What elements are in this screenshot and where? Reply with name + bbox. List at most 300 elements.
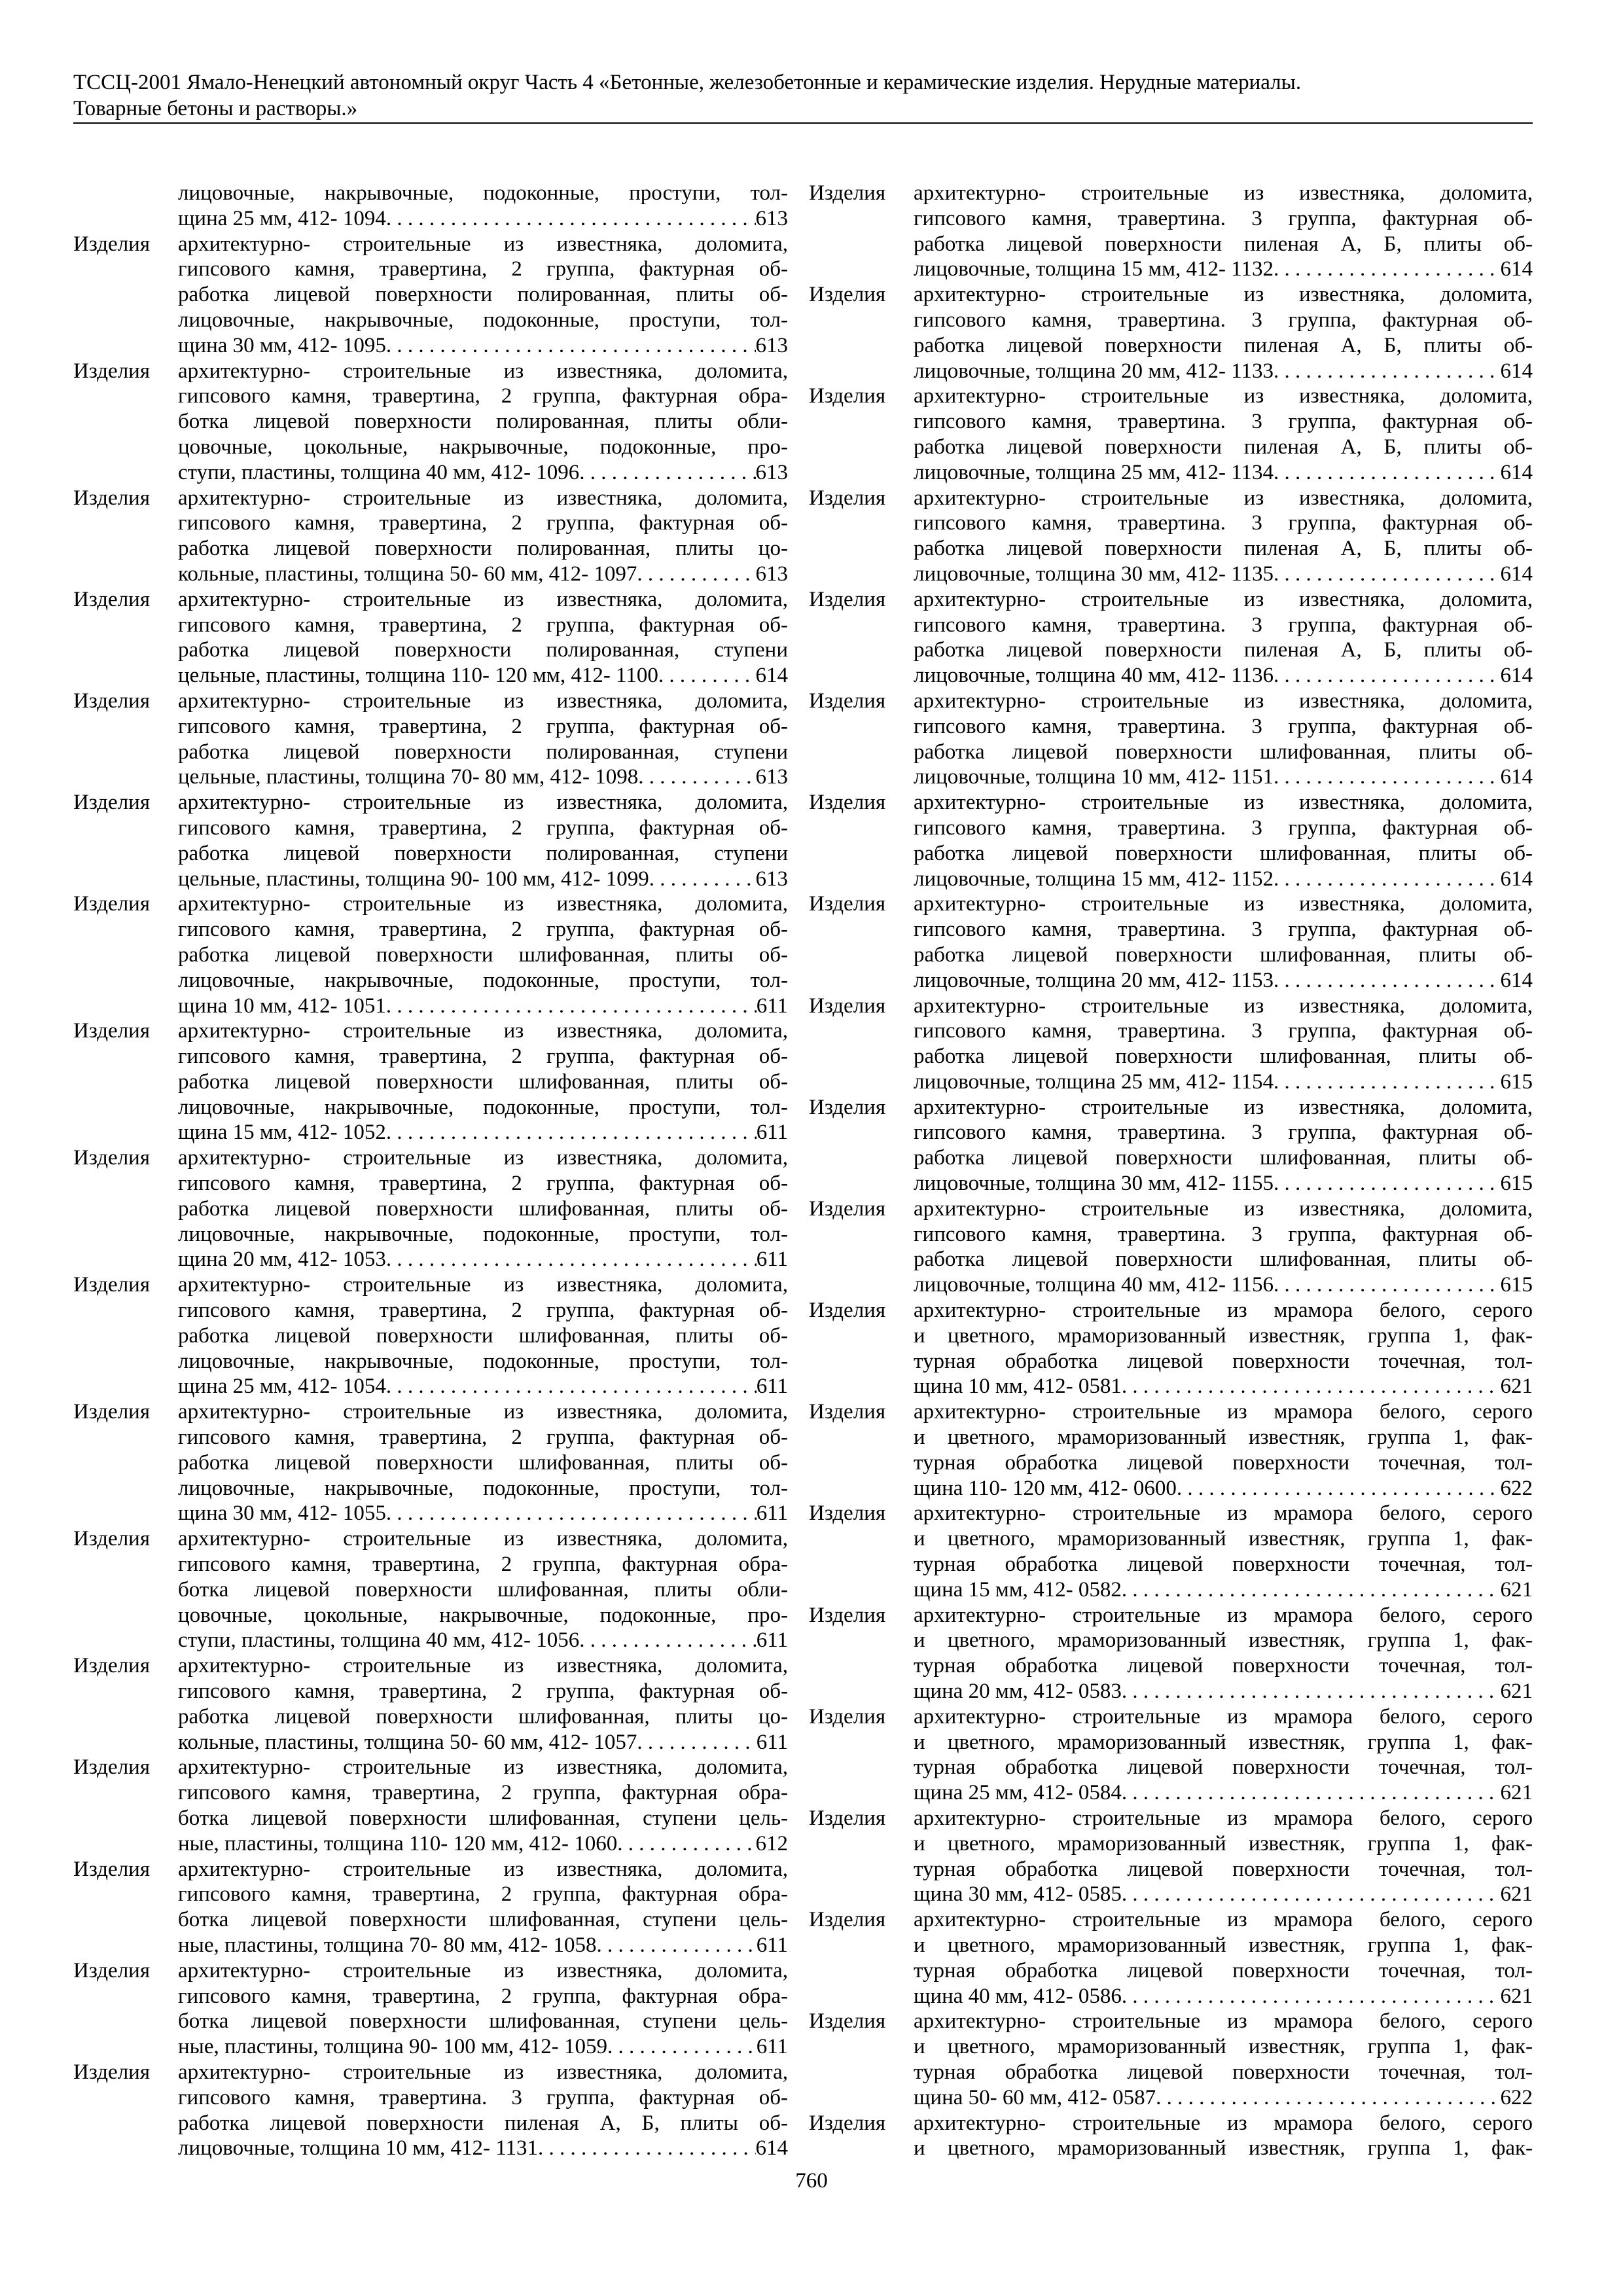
- entry-description: [178, 1399, 788, 1526]
- dot-leader: [1274, 359, 1500, 384]
- entry-page-ref: 611: [756, 1501, 788, 1526]
- entry-line: лицовочные, накрывочные, подоконные, проступи, тол-: [178, 968, 788, 992]
- entry-page-ref: 615: [1500, 1069, 1533, 1094]
- entry-page-ref: 614: [1500, 359, 1533, 383]
- entry-page-ref: 613: [755, 867, 788, 891]
- entry-keyword: Изделия: [73, 791, 151, 815]
- entry-line: турная обработка лицевой поверхности точечная, тол-: [914, 1958, 1533, 1982]
- entry-keyword: Изделия: [809, 384, 886, 408]
- dot-leader: [386, 1247, 757, 1272]
- entry-page-ref: 614: [1500, 867, 1533, 891]
- entry-description: [178, 1145, 788, 1272]
- entry-last-line: [178, 1831, 788, 1857]
- entry-description: [914, 1399, 1533, 1501]
- entry-last-line: [914, 663, 1533, 689]
- index-entry: [809, 1501, 1533, 1602]
- entry-line: гипсового камня, травертина. 3 группа, фактурная об-: [914, 206, 1533, 230]
- entry-line: архитектурно- строительные из известняка, доломита,: [914, 587, 1533, 611]
- entry-description: [914, 891, 1533, 993]
- entry-line: турная обработка лицевой поверхности точечная, тол-: [914, 1755, 1533, 1780]
- entry-page-ref: 612: [755, 1831, 788, 1856]
- entry-keyword: Изделия: [73, 1019, 151, 1043]
- entry-keyword: Изделия: [73, 359, 151, 383]
- entry-code: лицовочные, толщина 15 мм, 412- 1152: [914, 867, 1274, 891]
- dot-leader: [386, 206, 756, 232]
- entry-keyword: Изделия: [73, 486, 151, 510]
- entry-line: ботка лицевой поверхности полированная, плиты обли-: [178, 410, 788, 434]
- entry-page-ref: 622: [1500, 2085, 1533, 2109]
- entry-last-line: [914, 1577, 1533, 1603]
- entry-description: [914, 1196, 1533, 1298]
- dot-leader: [1274, 968, 1500, 994]
- entry-line: и цветного, мраморизованный известняк, группа 1, фак-: [914, 1527, 1533, 1551]
- dot-leader: [1274, 1069, 1500, 1095]
- entry-last-line: [914, 1984, 1533, 2009]
- entry-description: [914, 486, 1533, 587]
- entry-line: гипсового камня, травертина. 3 группа, фактурная об-: [914, 816, 1533, 840]
- entry-description: [178, 689, 788, 790]
- entry-line: гипсового камня, травертина, 2 группа, фактурная об-: [178, 1679, 788, 1704]
- entry-keyword: Изделия: [809, 283, 886, 307]
- entry-line: турная обработка лицевой поверхности точечная, тол-: [914, 1552, 1533, 1577]
- entry-last-line: [914, 1679, 1533, 1704]
- entry-line: архитектурно- строительные из известняка, доломита,: [178, 587, 788, 611]
- entry-line: гипсового камня, травертина. 3 группа, фактурная об-: [914, 613, 1533, 637]
- entry-line: архитектурно- строительные из известняка, доломита,: [178, 1654, 788, 1678]
- entry-line: и цветного, мраморизованный известняк, группа 1, фак-: [914, 1730, 1533, 1754]
- entry-code: щина 50- 60 мм, 412- 0587: [914, 2085, 1156, 2109]
- entry-line: архитектурно- строительные из известняка, доломита,: [178, 1958, 788, 1982]
- entry-line: гипсового камня, травертина, 2 группа, фактурная обра-: [178, 1552, 788, 1577]
- entry-page-ref: 614: [1500, 257, 1533, 281]
- entry-description: [178, 1653, 788, 1755]
- index-entry: [73, 1399, 788, 1526]
- entry-description: [914, 1298, 1533, 1399]
- entry-description: [178, 1272, 788, 1399]
- index-entry: [809, 2009, 1533, 2110]
- index-entry: [809, 689, 1533, 790]
- dot-leader: [1274, 764, 1500, 790]
- entry-last-line: [914, 1882, 1533, 1907]
- entry-code: щина 25 мм, 412- 1094: [178, 206, 386, 230]
- entry-line: работка лицевой поверхности пиленая А, Б, плиты об-: [914, 333, 1533, 357]
- entry-code: щина 20 мм, 412- 1053: [178, 1247, 386, 1272]
- entry-code: лицовочные, толщина 10 мм, 412- 1151: [914, 765, 1274, 789]
- entry-last-line: [914, 359, 1533, 384]
- entry-page-ref: 614: [1500, 460, 1533, 484]
- dot-leader: [1156, 2085, 1500, 2111]
- entry-keyword: Изделия: [73, 1755, 151, 1780]
- entry-line: архитектурно- строительные из известняка, доломита,: [178, 689, 788, 713]
- index-entry: [809, 891, 1533, 993]
- entry-keyword: Изделия: [809, 486, 886, 510]
- entry-keyword: Изделия: [73, 1146, 151, 1170]
- index-entry: [809, 790, 1533, 891]
- entry-last-line: [914, 968, 1533, 994]
- index-entry: [73, 1272, 788, 1399]
- entry-keyword: Изделия: [809, 1501, 886, 1526]
- entry-line: работка лицевой поверхности полированная, плиты цо-: [178, 537, 788, 561]
- entry-last-line: [914, 1272, 1533, 1298]
- entry-description: [914, 181, 1533, 282]
- dot-leader: [386, 1120, 757, 1145]
- entry-line: работка лицевой поверхности шлифованная, плиты об-: [914, 1146, 1533, 1170]
- entry-code: щина 110- 120 мм, 412- 0600: [914, 1476, 1177, 1500]
- entry-keyword: Изделия: [73, 1273, 151, 1297]
- entry-page-ref: 614: [755, 664, 788, 688]
- entry-last-line: [178, 1247, 788, 1272]
- entry-page-ref: 611: [756, 1121, 788, 1145]
- page-header: [73, 69, 1533, 122]
- dot-leader: [386, 994, 757, 1019]
- entry-line: ботка лицевой поверхности шлифованная, ступени цель-: [178, 1806, 788, 1830]
- dot-leader: [1274, 1272, 1500, 1298]
- dot-leader: [1274, 663, 1500, 689]
- entry-keyword: Изделия: [809, 1299, 886, 1323]
- entry-description: [914, 689, 1533, 790]
- entry-last-line: [914, 1374, 1533, 1399]
- dot-leader: [1177, 1476, 1501, 1501]
- entry-description: [178, 1526, 788, 1653]
- dot-leader: [1274, 460, 1500, 486]
- entry-description: [178, 587, 788, 689]
- entry-line: гипсового камня, травертина, 2 группа, фактурная об-: [178, 511, 788, 535]
- header-title-line2: Товарные бетоны и растворы.»: [73, 97, 358, 120]
- entry-page-ref: 611: [756, 2035, 788, 2059]
- entry-line: ботка лицевой поверхности шлифованная, ступени цель-: [178, 1908, 788, 1932]
- entry-page-ref: 614: [1500, 562, 1533, 586]
- entry-description: [178, 790, 788, 891]
- dot-leader: [617, 1831, 755, 1857]
- entry-keyword: Изделия: [73, 1527, 151, 1551]
- index-entry: [73, 1857, 788, 1958]
- dot-leader: [1274, 1171, 1500, 1196]
- entry-line: архитектурно- строительные из известняка, доломита,: [178, 486, 788, 510]
- entry-last-line: [178, 460, 788, 486]
- index-entry: [809, 486, 1533, 587]
- index-entry: [73, 1653, 788, 1755]
- dot-leader: [1122, 1780, 1501, 1806]
- index-entry: [809, 587, 1533, 689]
- entry-last-line: [178, 764, 788, 790]
- entry-line: гипсового камня, травертина, 2 группа, фактурная об-: [178, 257, 788, 281]
- entry-line: гипсового камня, травертина. 3 группа, фактурная об-: [914, 1222, 1533, 1246]
- entry-last-line: [914, 460, 1533, 486]
- entry-code: щина 25 мм, 412- 0584: [914, 1781, 1122, 1805]
- index-entry: [809, 1806, 1533, 1907]
- dot-leader: [579, 460, 755, 486]
- index-entry: [73, 486, 788, 587]
- entry-line: работка лицевой поверхности пиленая А, Б, плиты об-: [178, 2111, 788, 2135]
- entry-line: лицовочные, накрывочные, подоконные, проступи, тол-: [178, 1349, 788, 1373]
- entry-line: архитектурно- строительные из известняка, доломита,: [914, 1095, 1533, 1119]
- entry-line: работка лицевой поверхности пиленая А, Б, плиты об-: [914, 232, 1533, 256]
- entry-keyword: Изделия: [73, 587, 151, 611]
- dot-leader: [1274, 257, 1500, 282]
- entry-code: щина 25 мм, 412- 1054: [178, 1374, 386, 1399]
- entry-line: архитектурно- строительные из известняка, доломита,: [914, 181, 1533, 205]
- dot-leader: [386, 1501, 757, 1526]
- entry-last-line: [914, 1171, 1533, 1196]
- entry-code: лицовочные, толщина 40 мм, 412- 1136: [914, 664, 1274, 688]
- entry-code: щина 10 мм, 412- 0581: [914, 1374, 1122, 1399]
- index-entry: [73, 181, 788, 232]
- entry-line: цовочные, цокольные, накрывочные, подоконные, про-: [178, 1603, 788, 1627]
- entry-keyword: Изделия: [73, 1958, 151, 1982]
- entry-last-line: [178, 994, 788, 1019]
- entry-line: архитектурно- строительные из известняка, доломита,: [914, 486, 1533, 510]
- entry-last-line: [178, 1730, 788, 1755]
- entry-line: архитектурно- строительные из известняка, доломита,: [178, 892, 788, 916]
- entry-page-ref: 621: [1500, 1781, 1533, 1805]
- entry-keyword: Изделия: [809, 2111, 886, 2135]
- entry-code: лицовочные, толщина 10 мм, 412- 1131: [178, 2136, 539, 2161]
- entry-line: архитектурно- строительные из известняка, доломита,: [178, 1527, 788, 1551]
- entry-keyword: Изделия: [809, 791, 886, 815]
- entry-line: работка лицевой поверхности полированная, плиты об-: [178, 283, 788, 307]
- entry-line: гипсового камня, травертина, 2 группа, фактурная обра-: [178, 1781, 788, 1805]
- entry-page-ref: 621: [1500, 1882, 1533, 1907]
- entry-page-ref: 614: [1500, 664, 1533, 688]
- entry-line: архитектурно- строительные из известняка, доломита,: [914, 791, 1533, 815]
- entry-line: турная обработка лицевой поверхности точечная, тол-: [914, 1857, 1533, 1881]
- entry-keyword: Изделия: [809, 1603, 886, 1627]
- index-entry: [73, 1018, 788, 1145]
- entry-line: архитектурно- строительные из известняка, доломита,: [178, 1400, 788, 1424]
- entry-page-ref: 613: [755, 206, 788, 230]
- entry-keyword: Изделия: [73, 1400, 151, 1424]
- entry-code: щина 30 мм, 412- 0585: [914, 1882, 1122, 1907]
- entry-line: гипсового камня, травертина, 2 группа, фактурная об-: [178, 816, 788, 840]
- entry-keyword: Изделия: [809, 1806, 886, 1830]
- entry-keyword: Изделия: [809, 2009, 886, 2034]
- entry-line: и цветного, мраморизованный известняк, группа 1, фак-: [914, 1831, 1533, 1856]
- entry-code: ные, пластины, толщина 110- 120 мм, 412- 1060: [178, 1831, 618, 1856]
- entry-last-line: [178, 2136, 788, 2161]
- entry-code: щина 10 мм, 412- 1051: [178, 994, 386, 1018]
- header-title-line1: ТССЦ-2001 Ямало-Ненецкий автономный округ Часть 4 «Бетонные, железобетонные и керамические изделия. Нерудные материалы.: [73, 71, 1302, 94]
- entry-keyword: Изделия: [809, 1400, 886, 1424]
- entry-line: лицовочные, накрывочные, подоконные, проступи, тол-: [178, 1095, 788, 1119]
- entry-page-ref: 621: [1500, 1577, 1533, 1602]
- entry-description: [178, 232, 788, 359]
- entry-description: [914, 1907, 1533, 2009]
- entry-last-line: [178, 333, 788, 359]
- index-entry: [73, 1526, 788, 1653]
- entry-line: гипсового камня, травертина, 2 группа, фактурная об-: [178, 1172, 788, 1196]
- entry-keyword: Изделия: [809, 994, 886, 1018]
- index-entry: [809, 994, 1533, 1095]
- dot-leader: [386, 1374, 757, 1399]
- index-entry: [809, 2111, 1533, 2162]
- entry-keyword: Изделия: [73, 1857, 151, 1881]
- entry-line: и цветного, мраморизованный известняк, группа 1, фак-: [914, 2035, 1533, 2059]
- entry-line: работка лицевой поверхности шлифованная, плиты об-: [178, 1196, 788, 1221]
- entry-page-ref: 614: [1500, 968, 1533, 992]
- entry-description: [914, 1095, 1533, 1196]
- entry-code: щина 40 мм, 412- 0586: [914, 1984, 1122, 2008]
- entry-code: лицовочные, толщина 20 мм, 412- 1133: [914, 359, 1274, 383]
- entry-code: лицовочные, толщина 20 мм, 412- 1153: [914, 968, 1274, 992]
- entry-line: гипсового камня, травертина, 2 группа, фактурная об-: [178, 613, 788, 637]
- entry-page-ref: 611: [756, 994, 788, 1018]
- entry-code: кольные, пластины, толщина 50- 60 мм, 412- 1097: [178, 562, 637, 586]
- entry-line: работка лицевой поверхности шлифованная, плиты об-: [178, 942, 788, 967]
- index-entry: [73, 790, 788, 891]
- entry-line: гипсового камня, травертина. 3 группа, фактурная об-: [914, 410, 1533, 434]
- dot-leader: [596, 1933, 756, 1958]
- dot-leader: [637, 1730, 756, 1755]
- entry-line: архитектурно- строительные из известняка, доломита,: [178, 1019, 788, 1043]
- entry-line: архитектурно- строительные из мрамора белого, серого: [914, 1704, 1533, 1729]
- entry-description: [178, 891, 788, 1018]
- page-number: 760: [795, 2169, 828, 2193]
- entry-page-ref: 621: [1500, 1374, 1533, 1399]
- dot-leader: [638, 764, 755, 790]
- entry-description: [914, 1603, 1533, 1704]
- index-entry: [809, 1095, 1533, 1196]
- entry-code: цельные, пластины, толщина 110- 120 мм, 412- 1100: [178, 664, 658, 688]
- entry-line: архитектурно- строительные из известняка, доломита,: [914, 384, 1533, 408]
- entry-line: гипсового камня, травертина. 3 группа, фактурная об-: [914, 1121, 1533, 1145]
- entry-line: работка лицевой поверхности шлифованная, плиты об-: [178, 1323, 788, 1348]
- entry-line: архитектурно- строительные из мрамора белого, серого: [914, 1400, 1533, 1424]
- entry-line: гипсового камня, травертина. 3 группа, фактурная об-: [178, 2085, 788, 2109]
- entry-last-line: [914, 867, 1533, 892]
- entry-line: архитектурно- строительные из мрамора белого, серого: [914, 2111, 1533, 2135]
- entry-last-line: [178, 2034, 788, 2060]
- entry-line: работка лицевой поверхности шлифованная, плиты цо-: [178, 1704, 788, 1729]
- dot-leader: [637, 562, 755, 587]
- entry-code: щина 30 мм, 412- 1055: [178, 1501, 386, 1526]
- entry-code: лицовочные, толщина 15 мм, 412- 1132: [914, 257, 1274, 281]
- entry-line: архитектурно- строительные из мрамора белого, серого: [914, 1908, 1533, 1932]
- entry-last-line: [178, 1501, 788, 1526]
- entry-line: гипсового камня, травертина, 2 группа, фактурная обра-: [178, 1984, 788, 2008]
- entry-line: архитектурно- строительные из известняка, доломита,: [914, 689, 1533, 713]
- entry-line: турная обработка лицевой поверхности точечная, тол-: [914, 1349, 1533, 1373]
- entry-line: работка лицевой поверхности пиленая А, Б, плиты об-: [914, 537, 1533, 561]
- entry-description: [914, 1806, 1533, 1907]
- entry-code: щина 15 мм, 412- 0582: [914, 1577, 1122, 1602]
- entry-description: [914, 587, 1533, 689]
- entry-line: лицовочные, накрывочные, подоконные, проступи, тол-: [178, 1222, 788, 1246]
- entry-description: [914, 282, 1533, 384]
- entry-line: архитектурно- строительные из известняка, доломита,: [178, 232, 788, 256]
- index-entry: [73, 2060, 788, 2161]
- dot-leader: [607, 2034, 757, 2060]
- entry-last-line: [914, 2085, 1533, 2111]
- entry-code: ступи, пластины, толщина 40 мм, 412- 1096: [178, 460, 580, 484]
- entry-line: ботка лицевой поверхности шлифованная, плиты обли-: [178, 1577, 788, 1602]
- entry-keyword: Изделия: [809, 1196, 886, 1221]
- index-entry: [809, 282, 1533, 384]
- index-entry: [73, 1958, 788, 2060]
- index-entry: [809, 1196, 1533, 1298]
- entry-line: архитектурно- строительные из известняка, доломита,: [914, 283, 1533, 307]
- entry-line: и цветного, мраморизованный известняк, группа 1, фак-: [914, 1426, 1533, 1450]
- entry-code: ные, пластины, толщина 90- 100 мм, 412- 1059: [178, 2035, 607, 2059]
- entry-keyword: Изделия: [809, 689, 886, 713]
- index-column-right: [809, 181, 1533, 2161]
- entry-line: гипсового камня, травертина, 2 группа, фактурная об-: [178, 1426, 788, 1450]
- entry-keyword: Изделия: [809, 1704, 886, 1729]
- index-entry: [73, 1755, 788, 1856]
- entry-line: архитектурно- строительные из мрамора белого, серого: [914, 2009, 1533, 2034]
- entry-description: [178, 1857, 788, 1958]
- dot-leader: [658, 663, 756, 689]
- entry-line: архитектурно- строительные из известняка, доломита,: [178, 1273, 788, 1297]
- entry-line: работка лицевой поверхности пиленая А, Б, плиты об-: [914, 435, 1533, 459]
- dot-leader: [1122, 1882, 1501, 1907]
- entry-keyword: Изделия: [73, 1654, 151, 1678]
- entry-last-line: [178, 1120, 788, 1145]
- entry-code: лицовочные, толщина 25 мм, 412- 1154: [914, 1069, 1274, 1094]
- entry-description: [914, 1501, 1533, 1602]
- entry-last-line: [178, 1933, 788, 1958]
- entry-line: гипсового камня, травертина, 2 группа, фактурная об-: [178, 918, 788, 942]
- entry-code: лицовочные, толщина 30 мм, 412- 1135: [914, 562, 1274, 586]
- entry-line: гипсового камня, травертина. 3 группа, фактурная об-: [914, 511, 1533, 535]
- index-entry: [809, 1298, 1533, 1399]
- entry-page-ref: 614: [755, 2136, 788, 2161]
- index-entry: [809, 1399, 1533, 1501]
- entry-last-line: [178, 206, 788, 232]
- entry-line: работка лицевой поверхности шлифованная, плиты об-: [914, 942, 1533, 967]
- dot-leader: [649, 867, 756, 892]
- entry-page-ref: 615: [1500, 1172, 1533, 1196]
- entry-page-ref: 622: [1500, 1476, 1533, 1500]
- entry-page-ref: 613: [755, 562, 788, 586]
- entry-last-line: [178, 663, 788, 689]
- index-column-left: [73, 181, 788, 2161]
- entry-line: гипсового камня, травертина. 3 группа, фактурная об-: [914, 918, 1533, 942]
- entry-line: и цветного, мраморизованный известняк, группа 1, фак-: [914, 1323, 1533, 1348]
- index-entry: [809, 181, 1533, 282]
- entry-line: работка лицевой поверхности шлифованная, плиты об-: [178, 1069, 788, 1094]
- entry-description: [914, 384, 1533, 485]
- entry-page-ref: 611: [756, 1628, 788, 1653]
- entry-line: лицовочные, накрывочные, подоконные, проступи, тол-: [178, 1476, 788, 1500]
- entry-code: цельные, пластины, толщина 70- 80 мм, 412- 1098: [178, 765, 639, 789]
- index-entry: [809, 1704, 1533, 1806]
- index-entry: [809, 384, 1533, 485]
- entry-keyword: Изделия: [809, 1095, 886, 1119]
- dot-leader: [1122, 1984, 1501, 2009]
- entry-code: щина 30 мм, 412- 1095: [178, 333, 386, 357]
- index-entry: [73, 689, 788, 790]
- entry-code: щина 15 мм, 412- 1052: [178, 1121, 386, 1145]
- entry-code: щина 20 мм, 412- 0583: [914, 1679, 1122, 1704]
- entry-line: ботка лицевой поверхности шлифованная, ступени цель-: [178, 2009, 788, 2034]
- entry-line: работка лицевой поверхности пиленая А, Б, плиты об-: [914, 638, 1533, 662]
- entry-line: работка лицевой поверхности полированная, ступени: [178, 638, 788, 662]
- entry-line: архитектурно- строительные из мрамора белого, серого: [914, 1501, 1533, 1526]
- index-entry: [73, 1145, 788, 1272]
- index-entry: [73, 891, 788, 1018]
- entry-last-line: [178, 562, 788, 587]
- entry-line: архитектурно- строительные из известняка, доломита,: [178, 1857, 788, 1881]
- entry-description: [178, 1018, 788, 1145]
- entry-line: работка лицевой поверхности полированная, ступени: [178, 740, 788, 764]
- index-entry: [809, 1907, 1533, 2009]
- entry-line: гипсового камня, травертина, 2 группа, фактурная обра-: [178, 384, 788, 408]
- entry-line: и цветного, мраморизованный известняк, группа 1, фак-: [914, 1933, 1533, 1957]
- entry-line: и цветного, мраморизованный известняк, группа 1, фак-: [914, 2136, 1533, 2161]
- entry-page-ref: 615: [1500, 1273, 1533, 1297]
- entry-keyword: Изделия: [73, 2060, 151, 2084]
- index-entry: [73, 359, 788, 486]
